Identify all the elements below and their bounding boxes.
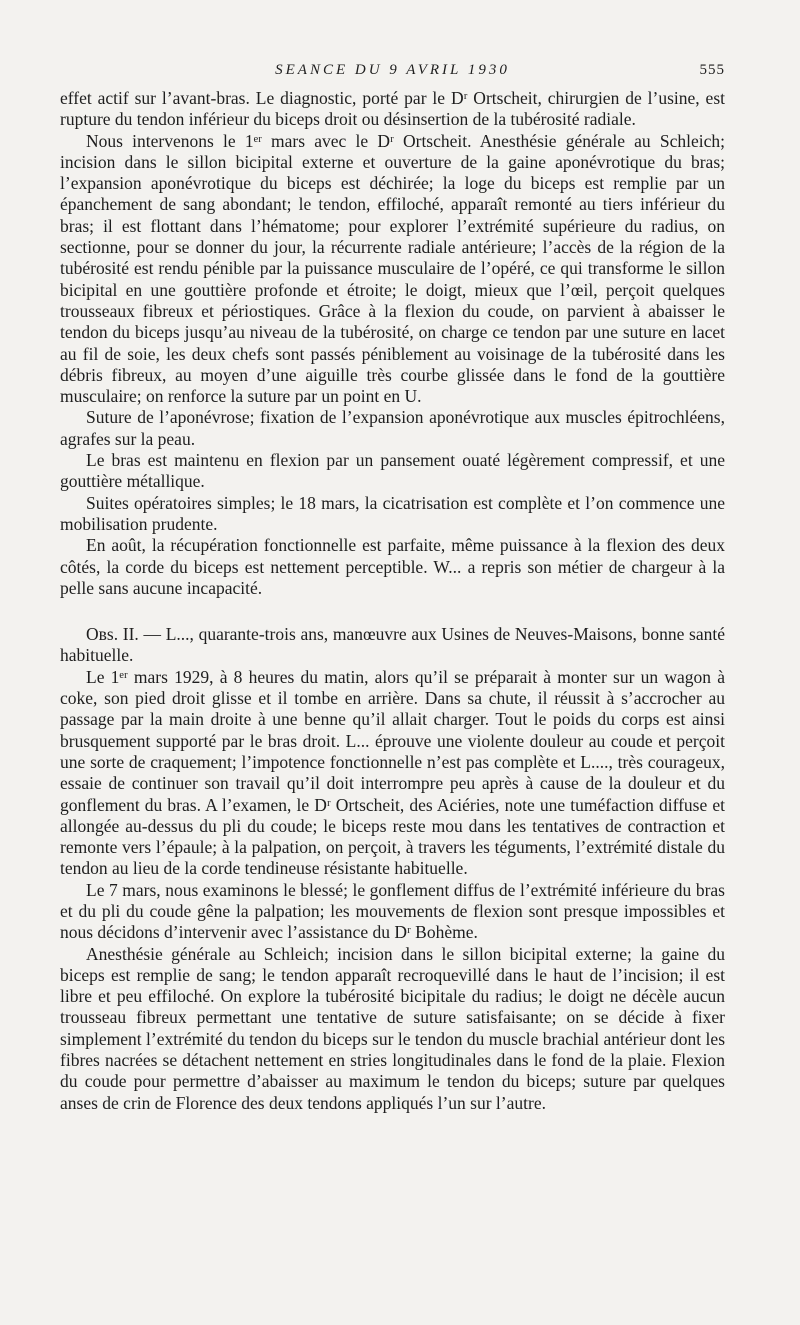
- document-page: [60, 58, 725, 1114]
- running-head: SEANCE DU 9 AVRIL 1930: [275, 62, 510, 78]
- paragraph-accident: Le 1ᵉʳ mars 1929, à 8 heures du matin, alors qu’il se préparait à monter sur un wagon à coke, son pied droit glisse et il tombe en arrière. Dans sa chute, il réussit à s’accrocher au passage par la main droite à une benne qu’il allait charger. Tout le poids du corps est ainsi brusquement supporté par le bras droit. L... éprouve une violente douleur au coude et perçoit une sorte de craquement; l’impotence fonctionnelle n’est pas complète et L...., très courageux, essaie de continuer son travail qu’il doit interrompre peu après à cause de la douleur et du gonflement du bras. A l’examen, le Dʳ Ortscheit, des Aciéries, note une tuméfaction diffuse et allongée au-dessus du pli du coude; le biceps reste mou dans les tentatives de contraction et remonte vers l’épaule; à la palpation, on perçoit, à travers les téguments, l’extrémité distale du tendon au lieu de la corde tendineuse résistante habituelle.: [60, 666, 725, 879]
- paragraph-second-operation: Anesthésie générale au Schleich; incision dans le sillon bicipital externe; la gaine du biceps est remplie de sang; le tendon apparaît recroquevillé dans le haut de l’incision; il est libre et peu effiloché. On explore la tubérosité bicipitale du radius; le doigt ne décèle aucun trousseau fibreux permettant une tentative de suture satisfaisante; on se décide à fixer simplement l’extrémité du tendon du biceps sur le tendon du muscle brachial antérieur dont les fibres nacrées se détachent nettement en stries longitudinales dans le fond de la plaie. Flexion du coude pour permettre d’abaisser au maximum le tendon du biceps; suture par quelques anses de crin de Florence des deux tendons appliqués l’un sur l’autre.: [60, 943, 725, 1113]
- paragraph-observation-title: Oʙs. II. — L..., quarante-trois ans, manœuvre aux Usines de Neuves-Maisons, bonne santé habituelle.: [60, 624, 725, 666]
- paragraph-suture: Suture de l’aponévrose; fixation de l’expansion aponévrotique aux muscles épitrochléens, agrafes sur la peau.: [60, 407, 725, 449]
- section-gap: [60, 599, 725, 624]
- paragraph-examination: Le 7 mars, nous examinons le blessé; le gonflement diffus de l’extrémité inférieure du bras et du pli du coude gêne la palpation; les mouvements de flexion sont presque impossibles et nous décidons d’intervenir avec l’assistance du Dʳ Bohème.: [60, 879, 725, 943]
- page-header: [60, 58, 725, 88]
- paragraph-postoperative: Suites opératoires simples; le 18 mars, la cicatrisation est complète et l’on commence une mobilisation prudente.: [60, 492, 725, 534]
- paragraph-immobilisation: Le bras est maintenu en flexion par un pansement ouaté légèrement compressif, et une gouttière métallique.: [60, 450, 725, 492]
- paragraph-operation: Nous intervenons le 1ᵉʳ mars avec le Dʳ Ortscheit. Anesthésie générale au Schleich; incision dans le sillon bicipital externe et ouverture de la gaine aponévrotique du bras; l’expansion aponévrotique du biceps est déchirée; la loge du biceps est remplie par un épanchement de sang abondant; le tendon, effiloché, apparaît remonté au tiers inférieur du bras; il est flottant dans l’hématome; pour explorer l’extrémité supérieure du radius, on sectionne, pour se donner du jour, la récurrente radiale antérieure; l’accès de la région de la tubérosité est rendu pénible par la puissance musculaire de l’opéré, ce qui transforme le sillon bicipital en une gouttière profonde et étroite; le doigt, mieux que l’œil, perçoit quelques trousseaux fibreux et périostiques. Grâce à la flexion du coude, on parvient à abaisser le tendon du biceps jusqu’au niveau de la tubérosité, on charge ce tendon par une suture en lacet au fil de soie, les deux chefs sont passés péniblement au voisinage de la tubérosité dans les débris fibreux, au moyen d’une aiguille très courbe glissée dans le fond de la gouttière musculaire; on renforce la suture par un point en U.: [60, 130, 725, 407]
- paragraph-outcome: En août, la récupération fonctionnelle est parfaite, même puissance à la flexion des deux côtés, la corde du biceps est nettement perceptible. W... a repris son métier de chargeur à la pelle sans aucune incapacité.: [60, 535, 725, 598]
- paragraph-continuation: effet actif sur l’avant-bras. Le diagnostic, porté par le Dʳ Ortscheit, chirurgien de l’usine, est rupture du tendon inférieur du biceps droit ou désinsertion de la tubérosité radiale.: [60, 88, 725, 130]
- page-number: 555: [699, 62, 725, 78]
